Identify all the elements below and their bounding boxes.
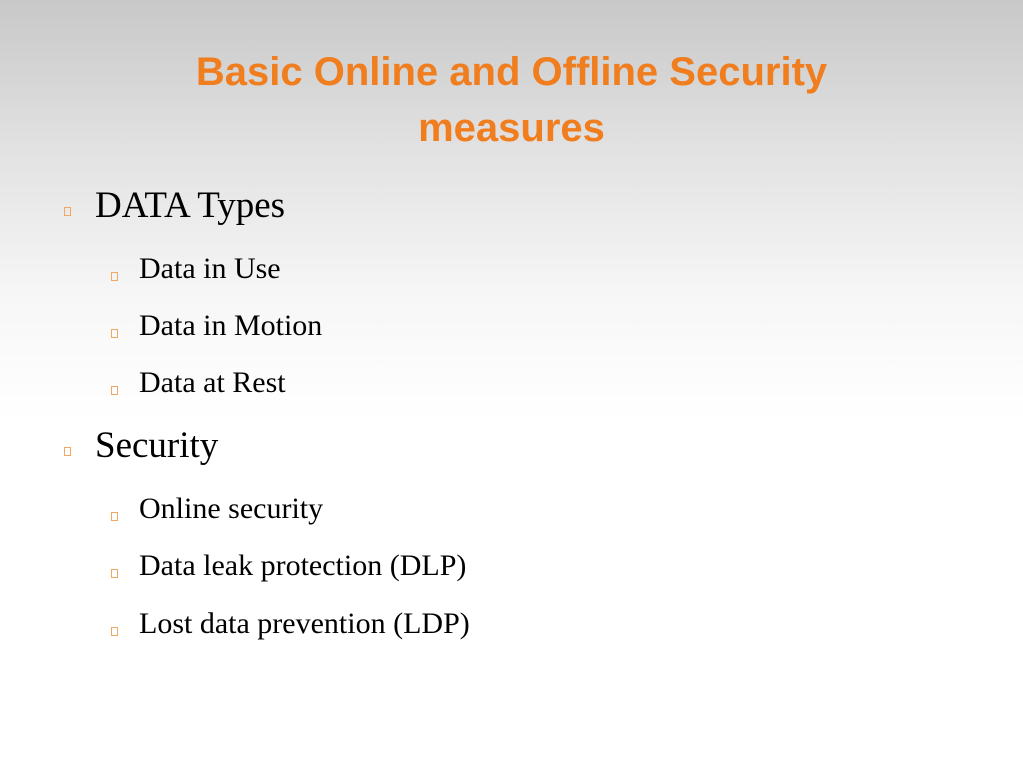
bullet-marker-icon — [111, 272, 118, 281]
sub-bullet-label: Data leak protection (DLP) — [139, 549, 467, 582]
sub-bullet-label: Lost data prevention (LDP) — [139, 607, 470, 640]
bullet-label: Security — [95, 425, 219, 466]
bullet-marker-icon — [111, 512, 118, 521]
slide-title — [0, 44, 1023, 156]
slide-title-line-1: Basic Online and Offline Security — [195, 50, 828, 94]
bullet-marker-icon — [111, 329, 118, 338]
bullet-marker-icon — [111, 627, 118, 636]
slide-title-line-2: measures — [418, 106, 605, 150]
bullet-label: DATA Types — [95, 185, 286, 226]
sub-bullet-label: Online security — [139, 492, 324, 525]
bullet-marker-icon — [64, 447, 71, 456]
sub-bullet-label: Data at Rest — [139, 366, 286, 399]
bullet-marker-icon — [111, 386, 118, 395]
bullet-marker-icon — [64, 207, 71, 216]
sub-bullet-label: Data in Use — [139, 252, 281, 285]
sub-bullet-label: Data in Motion — [139, 309, 323, 342]
bullet-marker-icon — [111, 569, 118, 578]
